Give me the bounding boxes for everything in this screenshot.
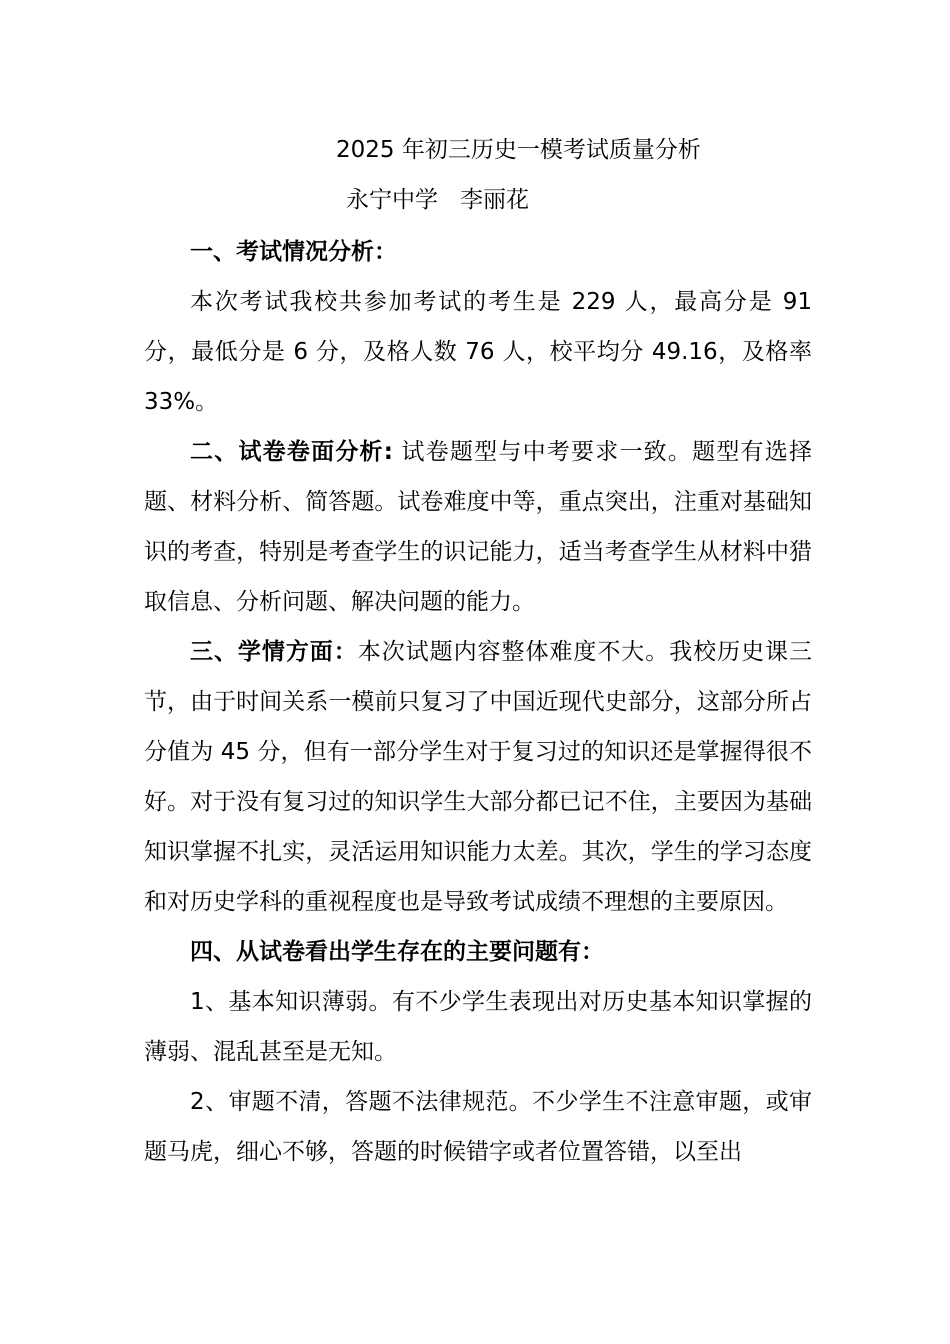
section-2-title: 二、试卷卷面分析: <box>190 439 393 465</box>
author-school: 永宁中学 <box>346 187 438 213</box>
author-line <box>346 180 529 220</box>
section-4-title: 四、从试卷看出学生存在的主要问题有： <box>190 939 604 965</box>
section-2-paragraph <box>144 427 812 627</box>
section-4-item-1: 1、基本知识薄弱。有不少学生表现出对历史基本知识掌握的薄弱、混乱甚至是无知。 <box>144 989 812 1065</box>
section-3-paragraph <box>144 627 812 927</box>
section-3-text: 本次试题内容整体难度不大。我校历史课三节，由于时间关系一模前只复习了中国近现代史部分，这部分所占分值为 45 分，但有一部分学生对于复习过的知识还是掌握得很不好。对于没有复习过的知识学生大部分都已记不住，主要因为基础知识掌握不扎实，灵活运用知识能力太差。其次，学生的学习态度和对历史学科的重视程度也是导致考试成绩不理想的主要原因。 <box>144 639 813 915</box>
document-body <box>144 227 812 1177</box>
section-1-paragraph: 本次考试我校共参加考试的考生是 229 人，最高分是 91 分，最低分是 6 分，及格人数 76 人，校平均分 49.16，及格率 33%。 <box>144 289 812 415</box>
section-heading-4 <box>144 927 812 977</box>
document-title: 2025 年初三历史一模考试质量分析 <box>336 137 701 163</box>
author-name: 李丽花 <box>460 187 529 213</box>
section-1-title: 一、考试情况分析： <box>190 239 397 265</box>
section-3-title: 三、学情方面： <box>190 639 358 665</box>
section-2-text: 试卷题型与中考要求一致。题型有选择题、材料分析、简答题。试卷难度中等，重点突出，注重对基础知识的考查，特别是考查学生的识记能力，适当考查学生从材料中猎取信息、分析问题、解决问题的能力。 <box>144 439 812 615</box>
section-heading-1 <box>144 227 812 277</box>
section-4-item-2: 2、审题不清，答题不法律规范。不少学生不注意审题，或审题马虎，细心不够，答题的时候错字或者位置答错，以至出 <box>144 1089 812 1165</box>
